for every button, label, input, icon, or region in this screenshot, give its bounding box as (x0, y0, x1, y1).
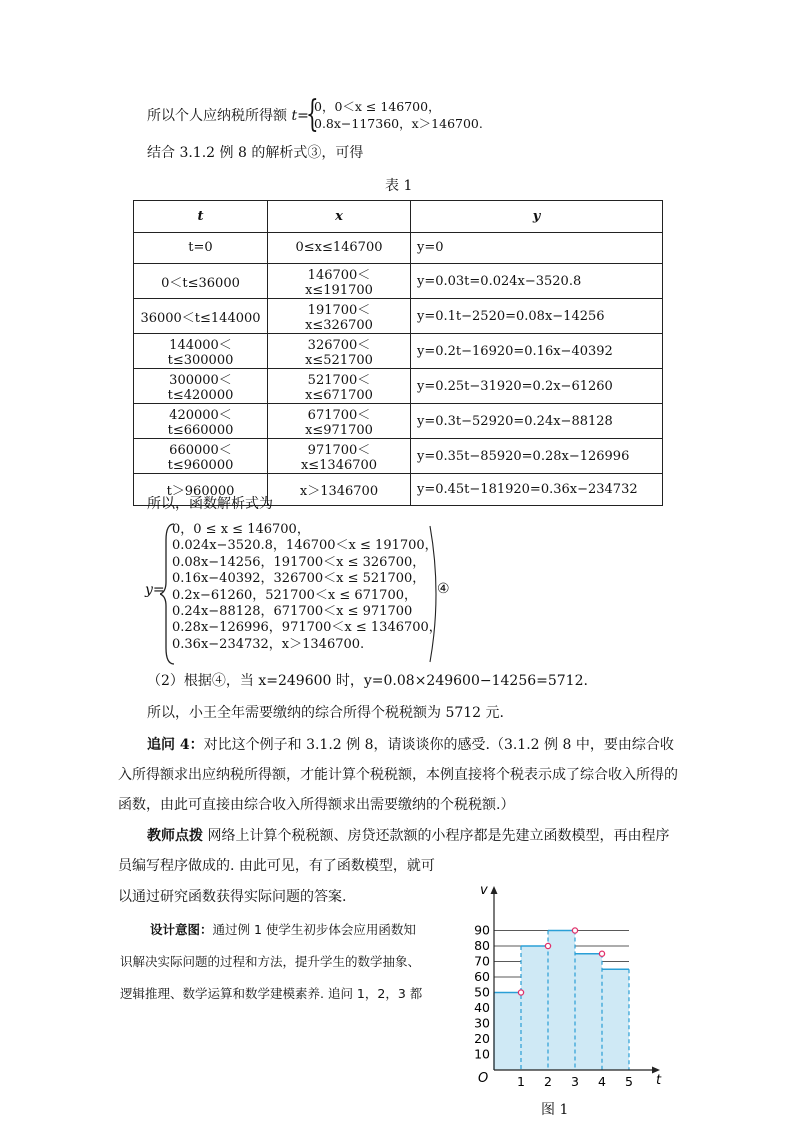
y-tick-label: 80 (474, 938, 490, 953)
cell-x: 191700＜x≤326700 (268, 299, 411, 334)
cell-t: t=0 (134, 232, 268, 264)
cell-x: 326700＜x≤521700 (268, 334, 411, 369)
origin-label: O (478, 1071, 489, 1086)
y-tick-label: 50 (474, 984, 490, 1000)
func-case: 0.08x−14256，191700＜x ≤ 326700， (172, 554, 426, 570)
y-tick-label: 10 (474, 1046, 490, 1062)
part2-line: （2）根据④，当 x=249600 时，y=0.08×249600−14256=5712. (147, 673, 588, 689)
y-tick-label: 70 (474, 953, 490, 969)
cell-y: y=0.1t−2520=0.08x−14256 (411, 299, 663, 334)
t-var: t (291, 108, 298, 124)
tax-table (133, 200, 663, 506)
t-case-2: 0.8x−117360，x＞146700. (314, 116, 483, 131)
y-tick-label: 90 (474, 922, 490, 938)
table-header-row (134, 201, 663, 233)
open-point (518, 990, 523, 995)
cell-t: 36000＜t≤144000 (134, 299, 268, 334)
cell-y: y=0 (411, 232, 663, 264)
cell-t: 300000＜t≤420000 (134, 369, 268, 404)
cell-y: y=0.3t−52920=0.24x−88128 (411, 404, 663, 439)
cell-t: 0＜t≤36000 (134, 264, 268, 299)
y-tick-label: 20 (474, 1031, 490, 1046)
func-case: 0.36x−234732，x＞1346700. (172, 636, 365, 652)
table-row (134, 264, 663, 299)
step-chart (458, 880, 678, 1090)
cell-y: y=0.2t−16920=0.16x−40392 (411, 334, 663, 369)
x-tick-label: 1 (517, 1074, 525, 1089)
q4-label: 追问 4： (147, 737, 204, 753)
t-case-1: 0，0＜x ≤ 146700， (314, 99, 441, 114)
header-y: y (411, 201, 663, 233)
q4-line2: 入所得额求出应纳税所得额，才能计算个税税额，本例直接将个税表示成了综合收入所得的 (118, 767, 678, 783)
cell-y: y=0.03t=0.024x−3520.8 (411, 264, 663, 299)
teacher-line2: 员编写程序做成的. 由此可见，有了函数模型，就可 (118, 858, 435, 874)
table-row (134, 334, 663, 369)
combine-line: 结合 3.1.2 例 8 的解析式③，可得 (147, 145, 364, 161)
y-tick-label: 30 (474, 1015, 490, 1031)
bar (548, 931, 575, 1071)
cell-t: t＞960000 (134, 474, 268, 506)
bar (494, 993, 521, 1071)
x-axis-label: t (656, 1073, 662, 1088)
table-row (134, 232, 663, 264)
x-tick-label: 4 (598, 1074, 606, 1089)
func-case: 0，0 ≤ x ≤ 146700， (172, 522, 310, 537)
func-case: 0.024x−3520.8，146700＜x ≤ 191700， (172, 538, 438, 554)
header-x: x (268, 201, 411, 233)
y-tick-label: 40 (474, 1000, 490, 1015)
cell-t: 660000＜t≤960000 (134, 439, 268, 474)
x-tick-label: 2 (544, 1074, 552, 1089)
y-axis-arrow (491, 886, 498, 894)
y-axis-label: v (480, 883, 488, 898)
q4-line1 (147, 735, 674, 755)
t-cases (314, 98, 483, 132)
func-case: 0.28x−126996，971700＜x ≤ 1346700， (172, 620, 442, 636)
cell-t: 144000＜t≤300000 (134, 334, 268, 369)
figure-caption: 图 1 (541, 1102, 569, 1118)
bar (521, 946, 548, 1070)
teacher-text: 网络上计算个税税额、房贷还款额的小程序都是先建立函数模型，再由程序 (203, 828, 670, 844)
t-definition (147, 106, 309, 126)
cell-x: 971700＜x≤1346700 (268, 439, 411, 474)
y-tick-label: 60 (474, 969, 490, 984)
open-point (572, 928, 577, 933)
cell-x: 0≤x≤146700 (268, 232, 411, 264)
t-prefix: 所以个人应纳税所得额 (147, 108, 292, 124)
table-row (134, 404, 663, 439)
table-row (134, 439, 663, 474)
teacher-line3: 以通过研究函数获得实际问题的答案. (118, 889, 347, 905)
t-eq: = (297, 108, 309, 124)
open-point (545, 943, 550, 948)
equation-tag: ④ (437, 581, 450, 597)
func-lhs: y= (145, 582, 165, 598)
cell-y: y=0.25t−31920=0.2x−61260 (411, 369, 663, 404)
design-text: 通过例 1 使学生初步体会应用函数知 (212, 922, 416, 937)
x-tick-label: 5 (625, 1074, 633, 1089)
table-caption: 表 1 (385, 178, 413, 194)
design-label: 设计意图： (150, 922, 213, 937)
table-row (134, 369, 663, 404)
design-line3: 逻辑推理、数学运算和数学建模素养. 追问 1，2，3 都 (120, 986, 423, 1001)
cell-x: 146700＜x≤191700 (268, 264, 411, 299)
q4-text: 对比这个例子和 3.1.2 例 8，请谈谈你的感受.（3.1.2 例 8 中，要由综合收 (203, 737, 674, 753)
cell-t: 420000＜t≤660000 (134, 404, 268, 439)
func-cases (172, 522, 442, 653)
x-tick-label: 3 (571, 1074, 579, 1089)
cell-y: y=0.45t−181920=0.36x−234732 (411, 474, 663, 506)
design-line2: 识解决实际问题的过程和方法，提升学生的数学抽象、 (120, 954, 421, 969)
bar (575, 954, 602, 1070)
header-t: t (134, 201, 268, 233)
func-case: 0.16x−40392，326700＜x ≤ 521700， (172, 571, 426, 587)
table-row (134, 299, 663, 334)
t-brace: { (306, 94, 319, 135)
open-point (599, 951, 604, 956)
cell-x: 521700＜x≤671700 (268, 369, 411, 404)
bar (602, 969, 629, 1070)
func-case: 0.2x−61260，521700＜x ≤ 671700， (172, 587, 417, 603)
cell-x: 671700＜x≤971700 (268, 404, 411, 439)
conclusion-line: 所以，小王全年需要缴纳的综合所得个税税额为 5712 元. (147, 705, 504, 721)
cell-x: x＞1346700 (268, 474, 411, 506)
q4-line3: 函数，由此可直接由综合收入所得额求出需要缴纳的个税税额.） (118, 797, 515, 813)
func-lead: 所以，函数解析式为 (147, 496, 273, 512)
design-line1 (150, 920, 416, 940)
teacher-label: 教师点拨 (147, 828, 203, 844)
teacher-line1 (147, 826, 669, 846)
chart-bars (494, 931, 629, 1071)
cell-y: y=0.35t−85920=0.28x−126996 (411, 439, 663, 474)
func-case: 0.24x−88128，671700＜x ≤ 971700 (172, 604, 413, 620)
